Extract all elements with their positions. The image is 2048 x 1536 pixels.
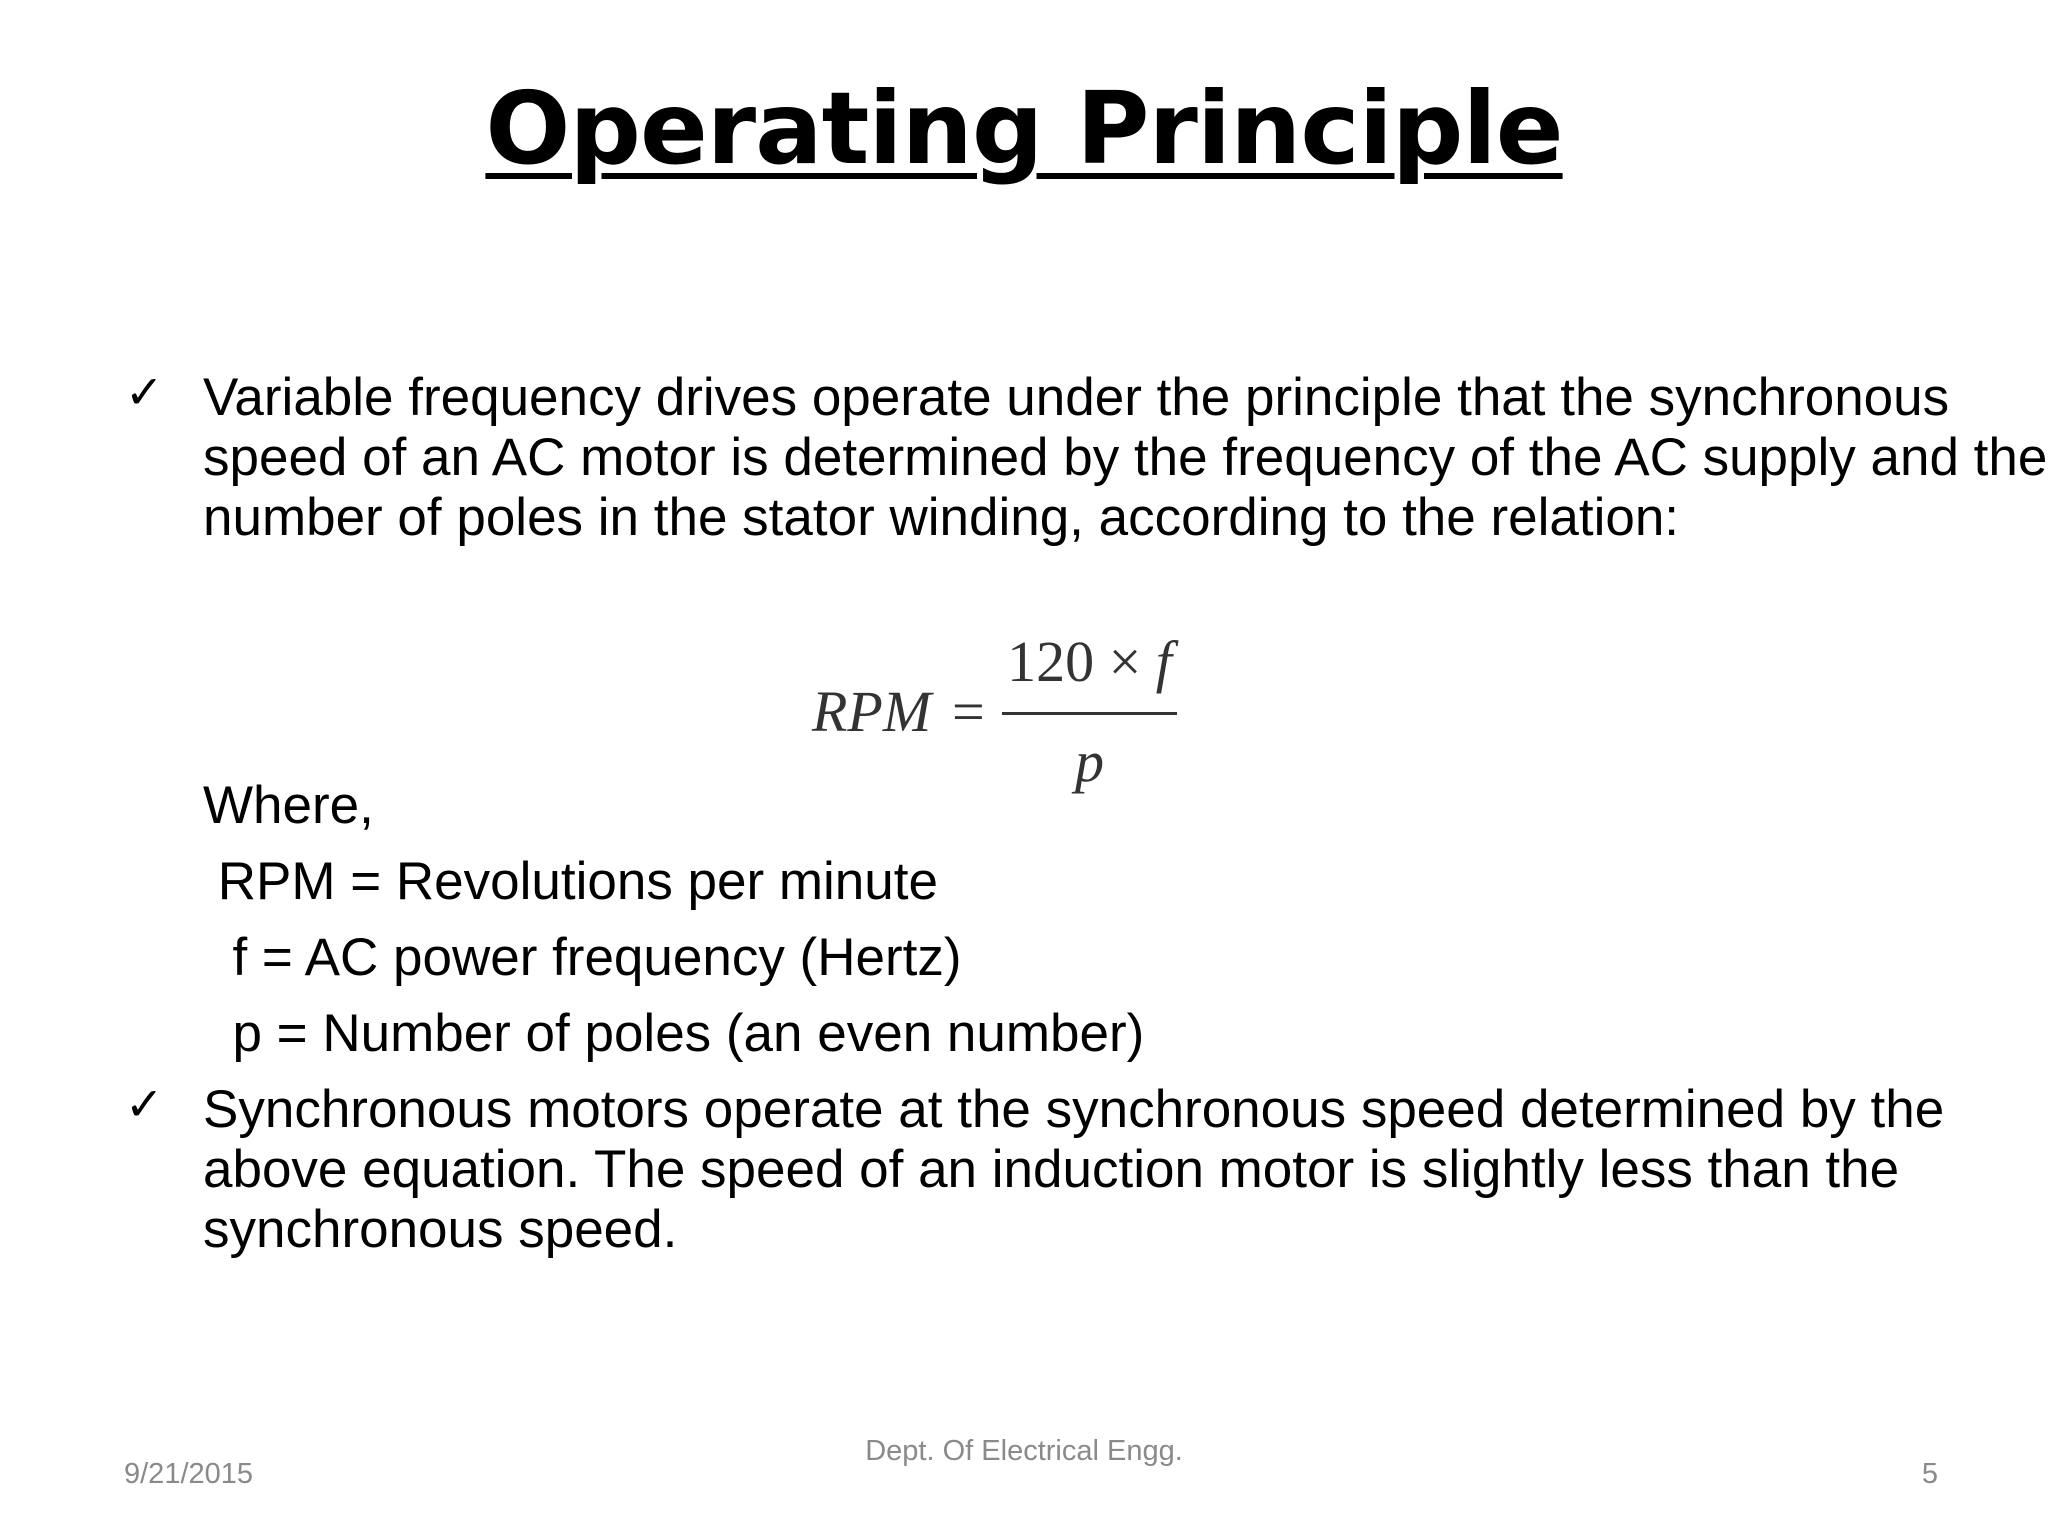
definition-p: p = Number of poles (an even number) bbox=[203, 1004, 1145, 1063]
footer-page-number: 5 bbox=[1921, 1458, 1938, 1490]
bullet-text-1: Variable frequency drives operate under the principle that the synchronous speed of an AC motor is determined by the frequency of the AC supply and the number of poles in the stator winding, according to the relation: bbox=[203, 368, 2048, 547]
footer-date: 9/21/2015 bbox=[124, 1458, 254, 1490]
definition-where: Where, bbox=[203, 776, 374, 835]
definition-f: f = AC power frequency (Hertz) bbox=[203, 928, 962, 987]
formula-numerator-var: f bbox=[1155, 629, 1172, 694]
slide-title bbox=[0, 64, 2048, 194]
checkmark-icon: ✓ bbox=[125, 365, 164, 419]
slide-title-text: Operating Principle bbox=[485, 70, 1563, 187]
formula-fraction-bar bbox=[1002, 712, 1177, 715]
formula-numerator bbox=[1002, 629, 1177, 694]
rpm-formula bbox=[812, 629, 1182, 794]
formula-lhs: RPM bbox=[812, 679, 932, 744]
formula-numerator-const: 120 × bbox=[1007, 629, 1156, 694]
definitions-list bbox=[203, 776, 1703, 1080]
footer-department: Dept. Of Electrical Engg. bbox=[865, 1435, 1183, 1467]
bullet-text-2: Synchronous motors operate at the synchronous speed determined by the above equation. The speed of an induction motor is slightly less than the synchronous speed. bbox=[203, 1080, 1945, 1259]
checkmark-icon: ✓ bbox=[125, 1077, 164, 1131]
formula-denominator: p bbox=[1075, 729, 1104, 794]
formula-equals: = bbox=[952, 679, 985, 744]
definition-rpm: RPM = Revolutions per minute bbox=[203, 852, 938, 911]
